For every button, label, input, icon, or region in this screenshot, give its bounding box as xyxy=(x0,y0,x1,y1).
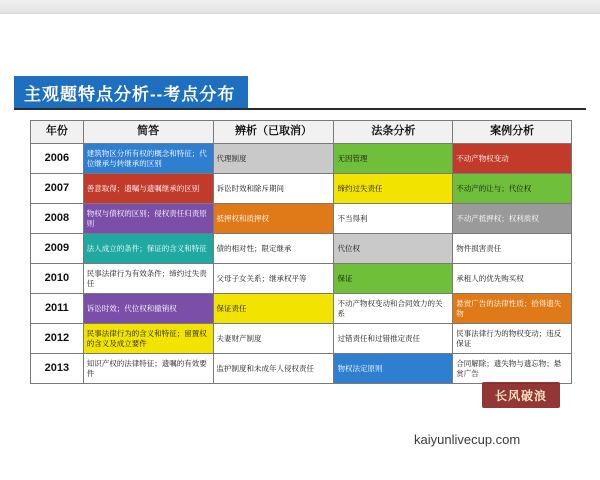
cell-case: 合同解除；遗失物与遗忘物；悬赏广告 xyxy=(453,354,572,384)
cell-statute: 不动产物权变动和合同效力的关系 xyxy=(334,294,453,324)
row-year: 2009 xyxy=(31,234,84,264)
cell-case: 承租人的优先购买权 xyxy=(453,264,572,294)
brand-watermark-logo: 长风破浪 xyxy=(482,382,560,408)
cell-short-answer: 善意取得；遗嘱与遗嘱继承的区别 xyxy=(83,174,213,204)
table-row xyxy=(31,324,572,354)
row-year: 2008 xyxy=(31,204,84,234)
cell-case: 不动产抵押权；权利质权 xyxy=(453,204,572,234)
cell-analysis: 父母子女关系；继承权平等 xyxy=(213,264,334,294)
title-block xyxy=(14,76,248,110)
table-body xyxy=(31,144,572,384)
cell-short-answer: 知识产权的法律特征；遗嘱的有效要件 xyxy=(83,354,213,384)
table-row xyxy=(31,234,572,264)
cell-analysis: 代理制度 xyxy=(213,144,334,174)
table-row xyxy=(31,174,572,204)
watermark-url: kaiyunlivecup.com xyxy=(414,432,521,447)
row-year: 2006 xyxy=(31,144,84,174)
cell-case: 悬赏广告的法律性质；拾得遗失物 xyxy=(453,294,572,324)
cell-analysis: 抵押权和质押权 xyxy=(213,204,334,234)
cell-case: 物件损害责任 xyxy=(453,234,572,264)
cell-case: 民事法律行为的物权变动；违反保证 xyxy=(453,324,572,354)
row-year: 2007 xyxy=(31,174,84,204)
row-year: 2012 xyxy=(31,324,84,354)
table-row xyxy=(31,354,572,384)
cell-statute: 不当得利 xyxy=(334,204,453,234)
cell-short-answer: 民事法律行为的含义和特征；留置权的含义及成立要件 xyxy=(83,324,213,354)
cell-short-answer: 民事法律行为有效条件；缔约过失责任 xyxy=(83,264,213,294)
column-header-statute: 法条分析 xyxy=(334,121,453,144)
table-header-row xyxy=(31,121,572,144)
table-row xyxy=(31,144,572,174)
cell-short-answer: 法人成立的条件；保证的含义和特征 xyxy=(83,234,213,264)
column-header-short-answer: 简答 xyxy=(83,121,213,144)
column-header-year: 年份 xyxy=(31,121,84,144)
cell-short-answer: 建筑物区分所有权的概念和特征；代位继承与转继承的区别 xyxy=(83,144,213,174)
cell-short-answer: 诉讼时效；代位权和撤销权 xyxy=(83,294,213,324)
cell-analysis: 诉讼时效和除斥期间 xyxy=(213,174,334,204)
cell-case: 不动产的让与；代位权 xyxy=(453,174,572,204)
column-header-case: 案例分析 xyxy=(453,121,572,144)
cell-analysis: 保证责任 xyxy=(213,294,334,324)
row-year: 2013 xyxy=(31,354,84,384)
cell-short-answer: 物权与债权的区别；侵权责任归责原则 xyxy=(83,204,213,234)
cell-statute: 代位权 xyxy=(334,234,453,264)
title-underline xyxy=(14,108,586,110)
row-year: 2011 xyxy=(31,294,84,324)
table-header xyxy=(31,121,572,144)
cell-statute: 缔约过失责任 xyxy=(334,174,453,204)
row-year: 2010 xyxy=(31,264,84,294)
table-row xyxy=(31,294,572,324)
cell-analysis: 监护制度和未成年人侵权责任 xyxy=(213,354,334,384)
exam-topic-table xyxy=(30,120,572,384)
table-row xyxy=(31,204,572,234)
column-header-analysis: 辨析（已取消） xyxy=(213,121,334,144)
slide-top-bar xyxy=(0,0,600,14)
cell-case: 不动产物权变动 xyxy=(453,144,572,174)
cell-statute: 物权法定原则 xyxy=(334,354,453,384)
cell-analysis: 夫妻财产制度 xyxy=(213,324,334,354)
cell-analysis: 债的相对性；限定继承 xyxy=(213,234,334,264)
cell-statute: 保证 xyxy=(334,264,453,294)
cell-statute: 无因管理 xyxy=(334,144,453,174)
page-title: 主观题特点分析--考点分布 xyxy=(14,76,248,110)
table-row xyxy=(31,264,572,294)
cell-statute: 过错责任和过错推定责任 xyxy=(334,324,453,354)
